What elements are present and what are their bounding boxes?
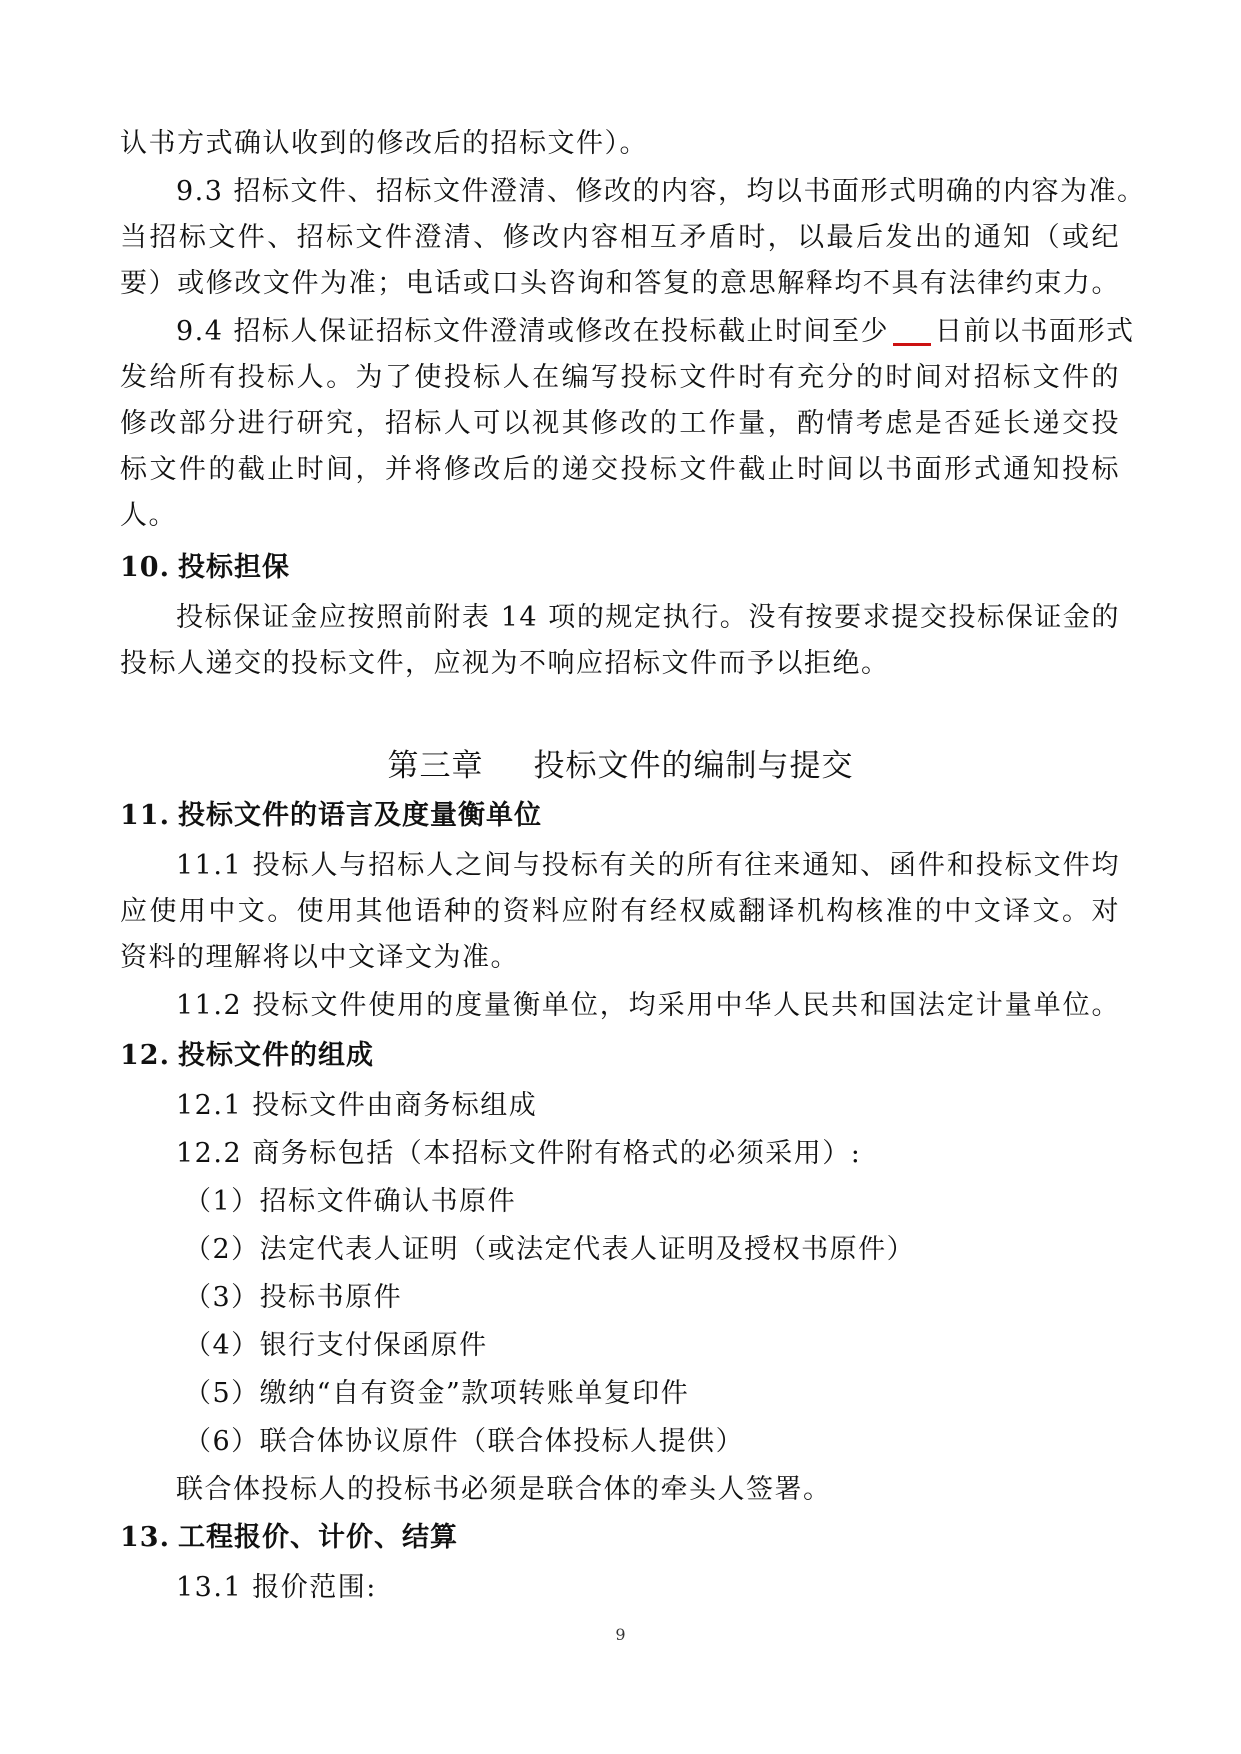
paragraph-continuation: 认书方式确认收到的修改后的招标文件）。 — [120, 128, 648, 159]
paragraph-10-line-2: 投标人递交的投标文件，应视为不响应招标文件而予以拒绝。 — [120, 648, 890, 679]
list-item: （6）联合体协议原件（联合体投标人提供） — [184, 1426, 745, 1457]
paragraph-9-3-line-2: 当招标文件、招标文件澄清、修改内容相互矛盾时，以最后发出的通知（或纪 — [120, 222, 1120, 253]
paragraph-9-3-line-1: 9.3 招标文件、招标文件澄清、修改的内容，均以书面形式明确的内容为准。 — [176, 176, 1146, 207]
section-number: 11. — [120, 800, 170, 831]
paragraph-11-1-line-3: 资料的理解将以中文译文为准。 — [120, 942, 519, 973]
paragraph-10-line-1: 投标保证金应按照前附表 14 项的规定执行。没有按要求提交投标保证金的 — [176, 602, 1120, 633]
list-item: （1）招标文件确认书原件 — [184, 1186, 517, 1217]
paragraph-9-4-line-3: 修改部分进行研究，招标人可以视其修改的工作量，酌情考虑是否延长递交投 — [120, 408, 1120, 439]
paragraph-9-4-text-before: 9.4 招标人保证招标文件澄清或修改在投标截止时间至少 — [176, 316, 890, 347]
section-title: 投标文件的语言及度量衡单位 — [178, 800, 542, 831]
section-title: 投标文件的组成 — [178, 1040, 374, 1071]
section-heading-12 — [120, 1034, 1120, 1078]
chapter-label: 第三章 — [387, 748, 484, 784]
paragraph-13-1: 13.1 报价范围: — [176, 1572, 377, 1603]
paragraph-12-note: 联合体投标人的投标书必须是联合体的牵头人签署。 — [176, 1474, 832, 1505]
fill-in-blank[interactable] — [893, 313, 931, 346]
chapter-title: 投标文件的编制与提交 — [533, 748, 854, 784]
list-item: （5）缴纳“自有资金”款项转账单复印件 — [184, 1378, 690, 1409]
paragraph-9-4-text-after: 日前以书面形式 — [935, 316, 1135, 347]
paragraph-11-1-line-1: 11.1 投标人与招标人之间与投标有关的所有往来通知、函件和投标文件均 — [176, 850, 1120, 881]
paragraph-9-4-line-1 — [176, 310, 1135, 354]
paragraph-9-4-line-5: 人。 — [120, 500, 177, 531]
section-title: 投标担保 — [178, 552, 290, 583]
section-heading-10 — [120, 546, 1120, 590]
paragraph-12-1: 12.1 投标文件由商务标组成 — [176, 1090, 538, 1121]
paragraph-9-3-line-3: 要）或修改文件为准；电话或口头咨询和答复的意思解释均不具有法律约束力。 — [120, 268, 1120, 299]
chapter-heading — [0, 740, 1241, 792]
section-number: 10. — [120, 552, 170, 583]
section-title: 工程报价、计价、结算 — [178, 1522, 458, 1553]
paragraph-12-2: 12.2 商务标包括（本招标文件附有格式的必须采用）: — [176, 1138, 862, 1169]
paragraph-11-2: 11.2 投标文件使用的度量衡单位，均采用中华人民共和国法定计量单位。 — [176, 990, 1120, 1021]
paragraph-9-4-line-2: 发给所有投标人。为了使投标人在编写投标文件时有充分的时间对招标文件的 — [120, 362, 1120, 393]
list-item: （2）法定代表人证明（或法定代表人证明及授权书原件） — [184, 1234, 916, 1265]
list-item: （3）投标书原件 — [184, 1282, 403, 1313]
section-number: 13. — [120, 1522, 170, 1553]
section-heading-11 — [120, 794, 1120, 838]
paragraph-11-1-line-2: 应使用中文。使用其他语种的资料应附有经权威翻译机构核准的中文译文。对 — [120, 896, 1120, 927]
section-heading-13 — [120, 1516, 1120, 1560]
list-item: （4）银行支付保函原件 — [184, 1330, 488, 1361]
paragraph-9-4-line-4: 标文件的截止时间，并将修改后的递交投标文件截止时间以书面形式通知投标 — [120, 454, 1120, 485]
section-number: 12. — [120, 1040, 170, 1071]
page-number: 9 — [615, 1625, 626, 1644]
